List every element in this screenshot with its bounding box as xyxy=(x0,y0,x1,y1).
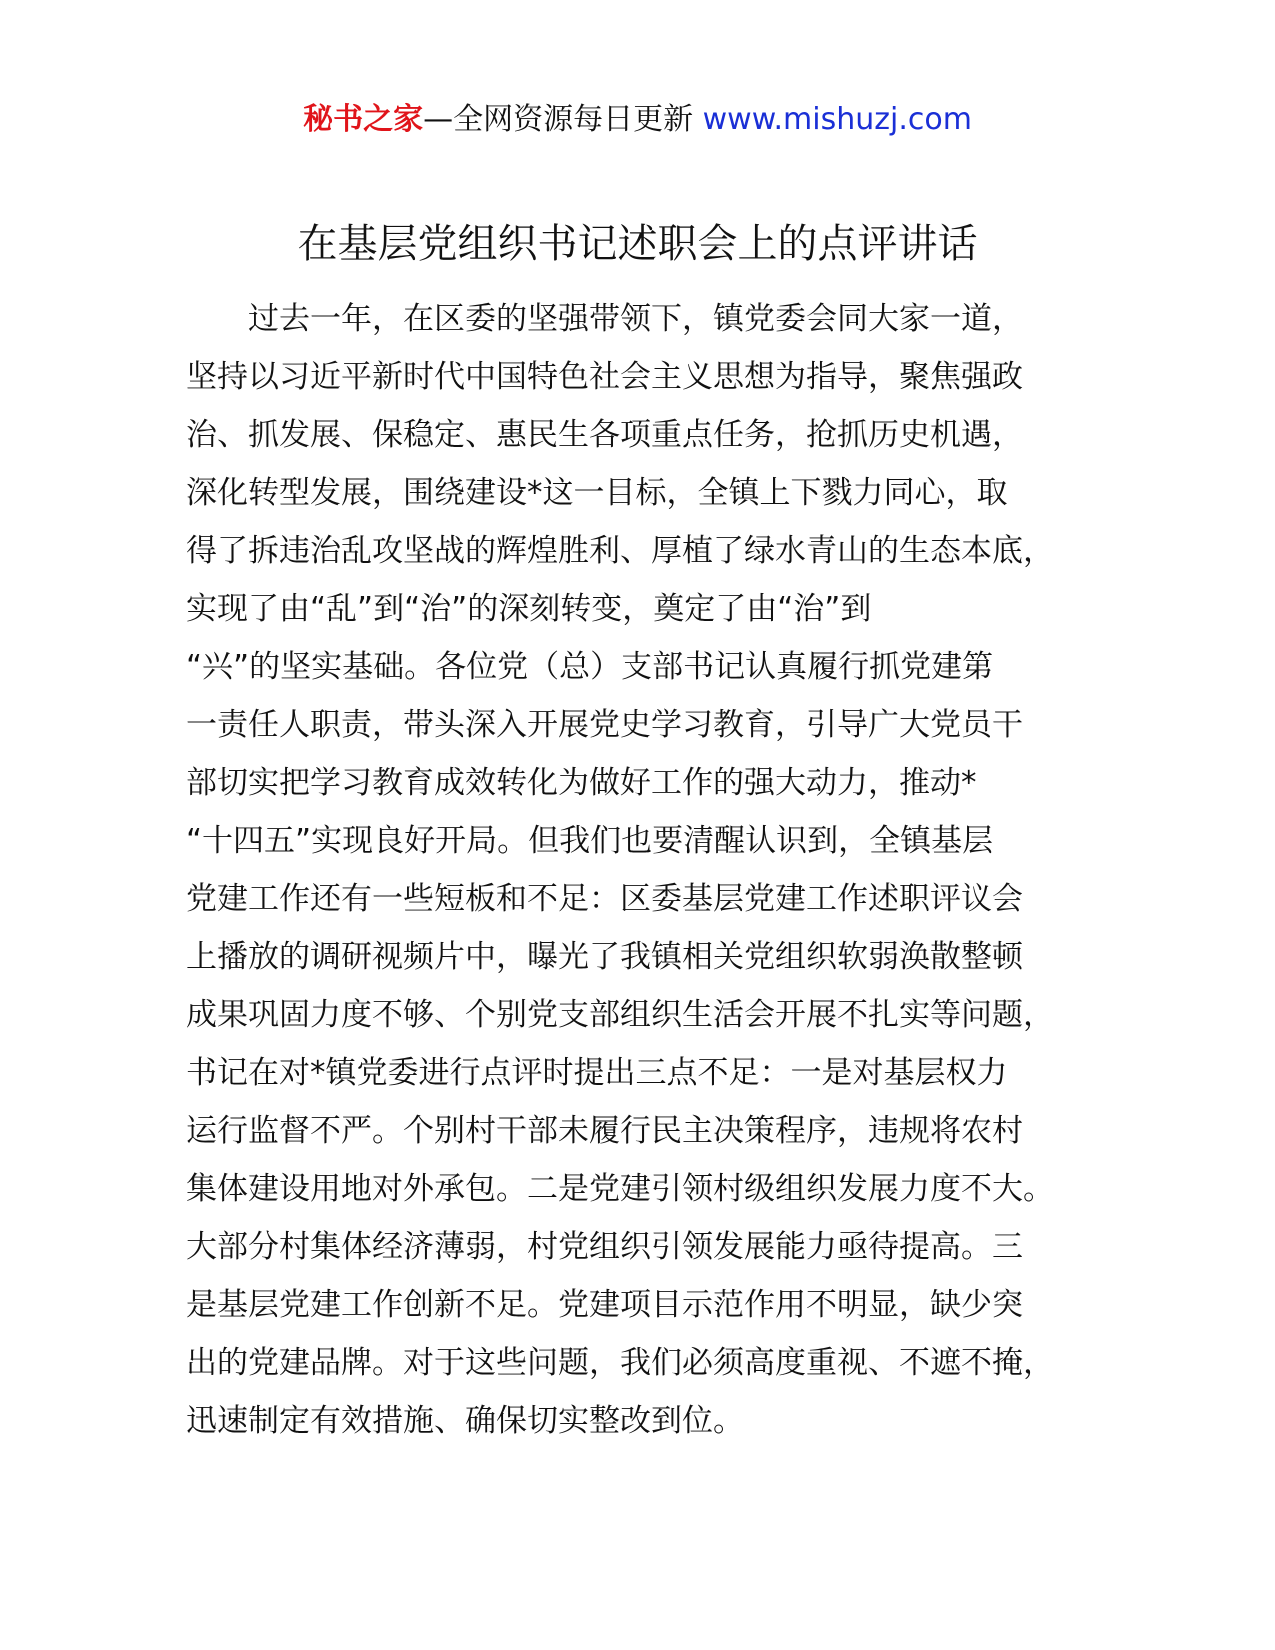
body-line: 治、抓发展、保稳定、惠民生各项重点任务，抢抓历史机遇， xyxy=(186,417,1023,453)
body-line: 坚持以习近平新时代中国特色社会主义思想为指导，聚焦强政 xyxy=(186,359,1023,395)
document-body xyxy=(186,290,1104,1450)
body-line: 深化转型发展，围绕建设*这一目标，全镇上下戮力同心，取 xyxy=(186,475,1008,511)
body-line: 是基层党建工作创新不足。党建项目示范作用不明显，缺少突 xyxy=(186,1287,1023,1323)
body-line: 迅速制定有效措施、确保切实整改到位。 xyxy=(186,1403,744,1439)
brand-name: 秘书之家 xyxy=(303,102,424,137)
document-title: 在基层党组织书记述职会上的点评讲话 xyxy=(297,221,978,267)
body-line: 上播放的调研视频片中，曝光了我镇相关党组织软弱涣散整顿 xyxy=(186,939,1023,975)
body-line: 实现了由“乱”到“治”的深刻转变，奠定了由“治”到 xyxy=(186,591,872,627)
body-line: 大部分村集体经济薄弱，村党组织引领发展能力亟待提高。三 xyxy=(186,1229,1023,1265)
header-slogan: —全网资源每日更新 xyxy=(423,102,703,137)
body-line: 书记在对*镇党委进行点评时提出三点不足：一是对基层权力 xyxy=(186,1055,1008,1091)
body-line: 一责任人职责，带头深入开展党史学习教育，引导广大党员干 xyxy=(186,707,1023,743)
body-line: “十四五”实现良好开局。但我们也要清醒认识到，全镇基层 xyxy=(186,823,994,859)
body-line: 运行监督不严。个别村干部未履行民主决策程序，违规将农村 xyxy=(186,1113,1023,1149)
body-line: 部切实把学习教育成效转化为做好工作的强大动力，推动* xyxy=(186,765,977,801)
body-line: 党建工作还有一些短板和不足：区委基层党建工作述职评议会 xyxy=(186,881,1023,917)
body-line: 过去一年，在区委的坚强带领下，镇党委会同大家一道， xyxy=(186,301,1023,337)
page-header xyxy=(0,100,1275,140)
body-line: 得了拆违治乱攻坚战的辉煌胜利、厚植了绿水青山的生态本底， xyxy=(186,533,1054,569)
body-line: 成果巩固力度不够、个别党支部组织生活会开展不扎实等问题， xyxy=(186,997,1054,1033)
site-url-link[interactable]: www.mishuzj.com xyxy=(702,102,972,137)
body-line: 集体建设用地对外承包。二是党建引领村级组织发展力度不大。 xyxy=(186,1171,1054,1207)
body-line: “兴”的坚实基础。各位党（总）支部书记认真履行抓党建第 xyxy=(186,649,994,685)
body-line: 出的党建品牌。对于这些问题，我们必须高度重视、不遮不掩， xyxy=(186,1345,1054,1381)
